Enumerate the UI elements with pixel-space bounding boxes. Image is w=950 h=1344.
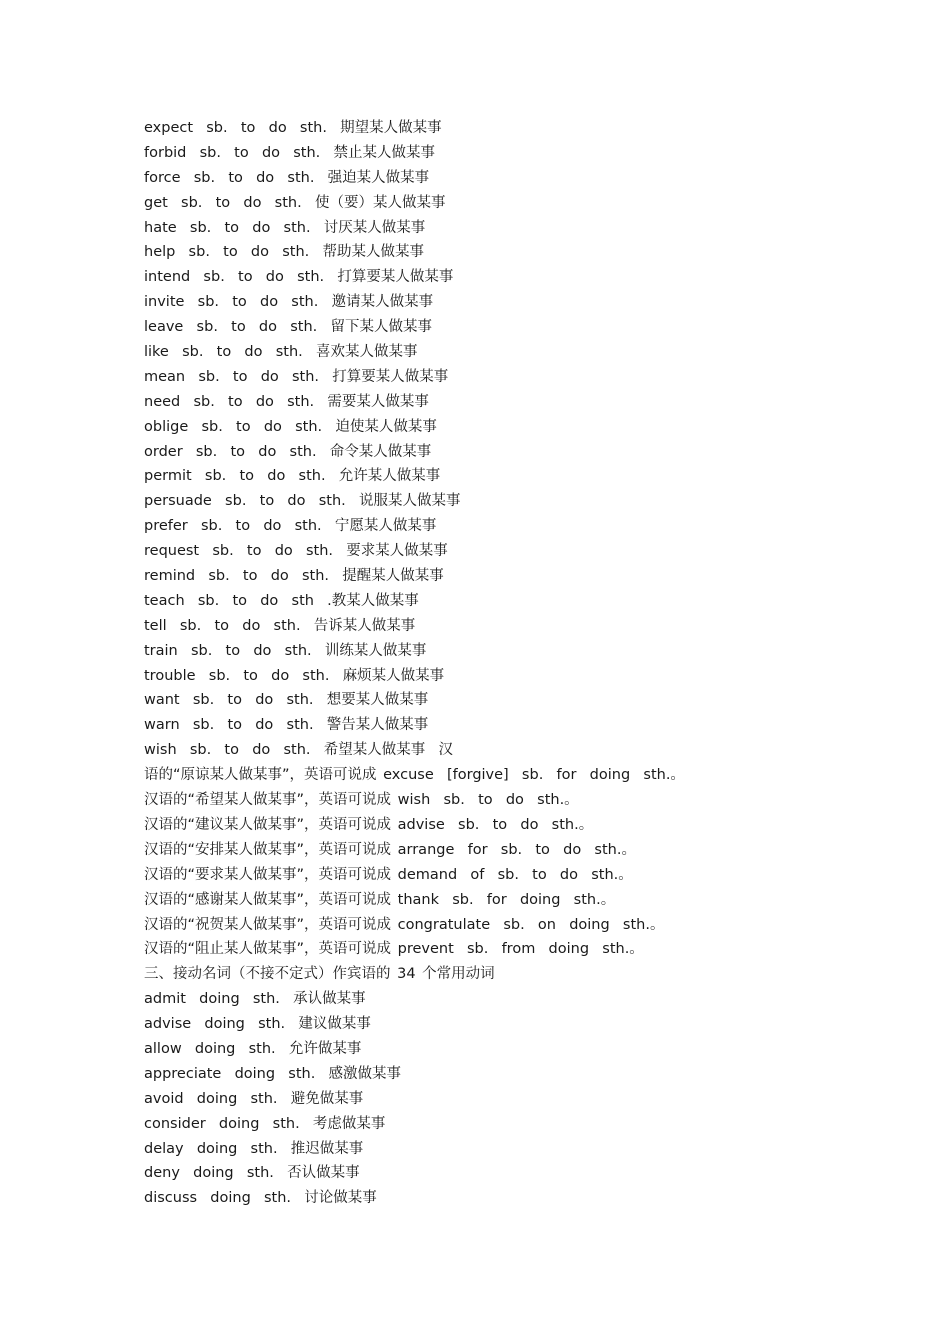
text-line: intend sb. to do sth. 打算要某人做某事 xyxy=(144,269,454,286)
text-line: warn sb. to do sth. 警告某人做某事 xyxy=(144,717,429,734)
text-line: get sb. to do sth. 使（要）某人做某事 xyxy=(144,194,446,211)
text-line: train sb. to do sth. 训练某人做某事 xyxy=(144,642,427,659)
text-line: consider doing sth. 考虑做某事 xyxy=(144,1115,386,1132)
text-line: discuss doing sth. 讨论做某事 xyxy=(144,1190,377,1207)
text-line: 汉语的“阻止某人做某事”，英语可说成 prevent sb. from doing sth.。 xyxy=(144,941,644,958)
text-line: appreciate doing sth. 感激做某事 xyxy=(144,1065,402,1082)
text-line: allow doing sth. 允许做某事 xyxy=(144,1040,362,1057)
text-line: request sb. to do sth. 要求某人做某事 xyxy=(144,543,448,560)
text-line: like sb. to do sth. 喜欢某人做某事 xyxy=(144,344,418,361)
text-line: persuade sb. to do sth. 说服某人做某事 xyxy=(144,493,461,510)
text-line: invite sb. to do sth. 邀请某人做某事 xyxy=(144,294,434,311)
text-line: trouble sb. to do sth. 麻烦某人做某事 xyxy=(144,667,445,684)
text-line: 语的“原谅某人做某事”，英语可说成 excuse [forgive] sb. for doing sth.。 xyxy=(144,767,685,784)
text-line: 汉语的“安排某人做某事”，英语可说成 arrange for sb. to do sth.。 xyxy=(144,841,636,858)
text-line: oblige sb. to do sth. 迫使某人做某事 xyxy=(144,418,437,435)
text-line: forbid sb. to do sth. 禁止某人做某事 xyxy=(144,144,436,161)
text-line: admit doing sth. 承认做某事 xyxy=(144,991,366,1008)
text-line: leave sb. to do sth. 留下某人做某事 xyxy=(144,319,432,336)
text-line: help sb. to do sth. 帮助某人做某事 xyxy=(144,244,424,261)
text-line: tell sb. to do sth. 告诉某人做某事 xyxy=(144,617,416,634)
text-line: 汉语的“要求某人做某事”，英语可说成 demand of sb. to do sth.。 xyxy=(144,866,633,883)
text-line: prefer sb. to do sth. 宁愿某人做某事 xyxy=(144,518,437,535)
document-body xyxy=(144,116,844,1211)
text-line: delay doing sth. 推迟做某事 xyxy=(144,1140,364,1157)
text-line: deny doing sth. 否认做某事 xyxy=(144,1165,360,1182)
text-line: 汉语的“祝贺某人做某事”，英语可说成 congratulate sb. on doing sth.。 xyxy=(144,916,665,933)
text-line: hate sb. to do sth. 讨厌某人做某事 xyxy=(144,219,426,236)
text-line: 汉语的“感谢某人做某事”，英语可说成 thank sb. for doing sth.。 xyxy=(144,891,616,908)
text-line: 汉语的“希望某人做某事”，英语可说成 wish sb. to do sth.。 xyxy=(144,792,579,809)
text-line: permit sb. to do sth. 允许某人做某事 xyxy=(144,468,441,485)
text-line: advise doing sth. 建议做某事 xyxy=(144,1016,371,1033)
text-line: wish sb. to do sth. 希望某人做某事 汉 xyxy=(144,742,453,759)
text-line: teach sb. to do sth .教某人做某事 xyxy=(144,592,419,609)
text-line: order sb. to do sth. 命令某人做某事 xyxy=(144,443,432,460)
text-line: force sb. to do sth. 强迫某人做某事 xyxy=(144,169,430,186)
text-line: avoid doing sth. 避免做某事 xyxy=(144,1090,364,1107)
text-line: want sb. to do sth. 想要某人做某事 xyxy=(144,692,429,709)
text-line: 汉语的“建议某人做某事”，英语可说成 advise sb. to do sth.。 xyxy=(144,816,594,833)
text-line: expect sb. to do sth. 期望某人做某事 xyxy=(144,120,442,136)
text-line: mean sb. to do sth. 打算要某人做某事 xyxy=(144,368,449,385)
section-heading: 三、接动名词（不接不定式）作宾语的 34 个常用动词 xyxy=(144,966,495,983)
text-line: need sb. to do sth. 需要某人做某事 xyxy=(144,393,429,410)
text-line: remind sb. to do sth. 提醒某人做某事 xyxy=(144,568,444,585)
